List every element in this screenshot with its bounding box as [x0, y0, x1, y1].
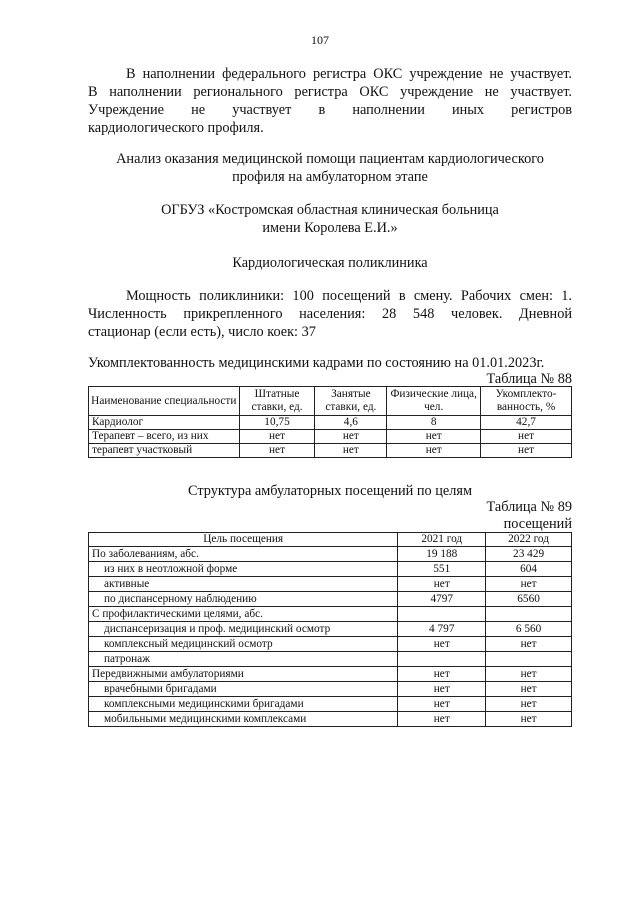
- table-row: [89, 682, 572, 697]
- cell-value: нет: [398, 637, 486, 652]
- table-row: [89, 416, 572, 430]
- table-88-label: Таблица № 88: [486, 371, 572, 387]
- capacity-line-3: стационар (если есть), число коек: 37: [88, 324, 316, 340]
- cell-specialty: Терапевт – всего, из них: [89, 430, 240, 444]
- cell-value: 4797: [398, 592, 486, 607]
- table-row: [89, 577, 572, 592]
- table-89-label: Таблица № 89: [486, 499, 572, 515]
- cell-value: нет: [239, 444, 315, 458]
- cell-specialty: терапевт участковый: [89, 444, 240, 458]
- table-row: [89, 430, 572, 444]
- cell-purpose: Передвижными амбулаториями: [89, 667, 398, 682]
- col-header-2022: 2022 год: [486, 533, 572, 547]
- cell-value: нет: [398, 682, 486, 697]
- col-header-individuals: Физические лица, чел.: [387, 387, 481, 416]
- cell-purpose: по диспансерному наблюдению: [89, 592, 398, 607]
- table-row: [89, 697, 572, 712]
- page-number: 107: [311, 33, 329, 47]
- table-row: [89, 562, 572, 577]
- cell-purpose: комплексный медицинский осмотр: [89, 637, 398, 652]
- cell-value: 8: [387, 416, 481, 430]
- cell-purpose: комплексными медицинскими бригадами: [89, 697, 398, 712]
- cell-value: нет: [481, 430, 572, 444]
- table-row: [89, 607, 572, 622]
- cell-value: нет: [315, 444, 387, 458]
- cell-value: нет: [239, 430, 315, 444]
- section-title-line-1: Анализ оказания медицинской помощи пациентам кардиологического: [116, 151, 544, 167]
- table-row: [89, 444, 572, 458]
- table-row: [89, 712, 572, 727]
- table-row: [89, 547, 572, 562]
- cell-value: нет: [486, 577, 572, 592]
- cell-value: [486, 652, 572, 667]
- cell-value: 604: [486, 562, 572, 577]
- intro-line-2: В наполнении регионального регистра ОКС учреждение не участвует.: [88, 84, 572, 100]
- cell-value: [398, 607, 486, 622]
- cell-value: 4 797: [398, 622, 486, 637]
- cell-value: 551: [398, 562, 486, 577]
- cell-value: 23 429: [486, 547, 572, 562]
- cell-value: 6 560: [486, 622, 572, 637]
- table-89-unit: посещений: [503, 516, 572, 532]
- visits-table: [88, 532, 572, 727]
- intro-line-1: В наполнении федерального регистра ОКС учреждение не участвует.: [126, 66, 572, 82]
- cell-value: нет: [315, 430, 387, 444]
- section-title-line-2: профиля на амбулаторном этапе: [232, 169, 428, 185]
- col-header-occupied-rates: Занятые ставки, ед.: [315, 387, 387, 416]
- org-name-line-1: ОГБУЗ «Костромская областная клиническая больница: [161, 202, 499, 218]
- capacity-line-2: Численность прикрепленного населения: 28 548 человек. Дневной: [88, 306, 572, 322]
- cell-value: 42,7: [481, 416, 572, 430]
- cell-value: нет: [481, 444, 572, 458]
- table-header-row: [89, 387, 572, 416]
- col-header-specialty: Наименование специальности: [89, 387, 240, 416]
- cell-value: нет: [486, 712, 572, 727]
- cell-value: 6560: [486, 592, 572, 607]
- intro-line-3: Учреждение не участвует в наполнении иных регистров: [88, 102, 572, 118]
- cell-purpose: патронаж: [89, 652, 398, 667]
- cell-value: [398, 652, 486, 667]
- table-row: [89, 652, 572, 667]
- col-header-2021: 2021 год: [398, 533, 486, 547]
- cell-purpose: из них в неотложной форме: [89, 562, 398, 577]
- cell-value: нет: [387, 430, 481, 444]
- table-row: [89, 637, 572, 652]
- cell-value: [486, 607, 572, 622]
- col-header-purpose: Цель посещения: [89, 533, 398, 547]
- cell-purpose: врачебными бригадами: [89, 682, 398, 697]
- col-header-staffing-percent: Укомплекто-ванность, %: [481, 387, 572, 416]
- cell-purpose: С профилактическими целями, абс.: [89, 607, 398, 622]
- visits-caption: Структура амбулаторных посещений по целям: [187, 483, 473, 499]
- cell-value: нет: [398, 697, 486, 712]
- cell-purpose: мобильными медицинскими комплексами: [89, 712, 398, 727]
- cell-purpose: диспансеризация и проф. медицинский осмотр: [89, 622, 398, 637]
- capacity-line-1: Мощность поликлиники: 100 посещений в смену. Рабочих смен: 1.: [126, 288, 572, 304]
- cell-value: нет: [398, 712, 486, 727]
- cell-value: 19 188: [398, 547, 486, 562]
- org-name-line-2: имени Королева Е.И.»: [262, 220, 398, 236]
- cell-value: нет: [387, 444, 481, 458]
- table-row: [89, 667, 572, 682]
- cell-purpose: По заболеваниям, абс.: [89, 547, 398, 562]
- staffing-caption: Укомплектованность медицинскими кадрами по состоянию на 01.01.2023г.: [88, 355, 545, 371]
- cell-value: нет: [398, 667, 486, 682]
- table-row: [89, 592, 572, 607]
- col-header-staff-rates: Штатные ставки, ед.: [239, 387, 315, 416]
- cell-value: 10,75: [239, 416, 315, 430]
- cell-value: 4,6: [315, 416, 387, 430]
- cell-value: нет: [398, 577, 486, 592]
- unit-title: Кардиологическая поликлиника: [232, 255, 428, 271]
- intro-line-4: кардиологического профиля.: [88, 120, 264, 136]
- table-row: [89, 622, 572, 637]
- cell-purpose: активные: [89, 577, 398, 592]
- cell-value: нет: [486, 667, 572, 682]
- staffing-table: [88, 386, 572, 458]
- cell-value: нет: [486, 697, 572, 712]
- cell-specialty: Кардиолог: [89, 416, 240, 430]
- cell-value: нет: [486, 637, 572, 652]
- table-header-row: [89, 533, 572, 547]
- cell-value: нет: [486, 682, 572, 697]
